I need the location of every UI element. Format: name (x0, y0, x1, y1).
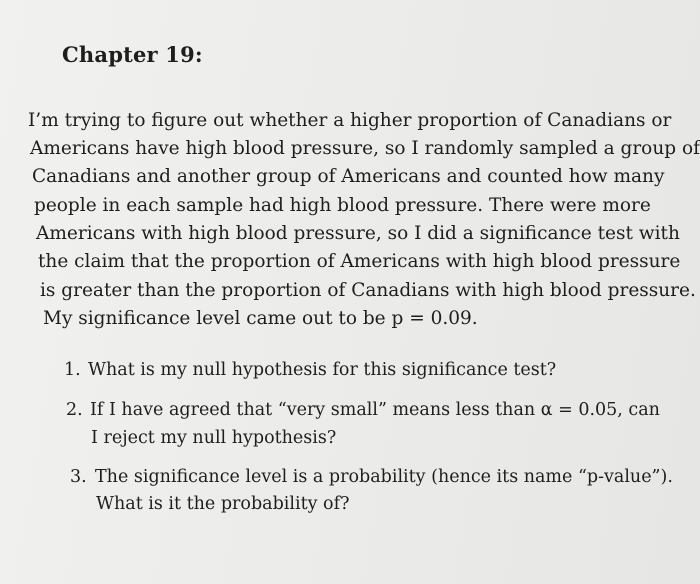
question-number: 2. (66, 400, 83, 420)
question-text: I reject my null hypothesis? (91, 428, 337, 448)
paragraph-line: people in each sample had high blood pressure. There were more (34, 195, 651, 216)
paragraph-line: Canadians and another group of Americans and counted how many (32, 166, 665, 187)
paragraph-line: My significance level came out to be p = 0.09. (43, 308, 478, 329)
question-number: 3. (70, 467, 87, 487)
paragraph-line: is greater than the proportion of Canadians with high blood pressure. (40, 280, 696, 301)
question-text: What is it the probability of? (96, 494, 350, 514)
paragraph-line: Americans have high blood pressure, so I randomly sampled a group of (30, 138, 700, 159)
question-number: 1. (64, 360, 81, 380)
paragraph-line: I’m trying to figure out whether a higher proportion of Canadians or (28, 110, 672, 131)
question-text: The significance level is a probability (hence its name “p-value”). (95, 467, 673, 487)
paragraph-line: Americans with high blood pressure, so I did a significance test with (36, 223, 680, 244)
question-text: What is my null hypothesis for this significance test? (88, 360, 557, 380)
question-text: If I have agreed that “very small” means less than α = 0.05, can (90, 400, 660, 420)
paragraph-line: the claim that the proportion of Americans with high blood pressure (38, 251, 681, 272)
chapter-heading: Chapter 19: (62, 42, 203, 67)
